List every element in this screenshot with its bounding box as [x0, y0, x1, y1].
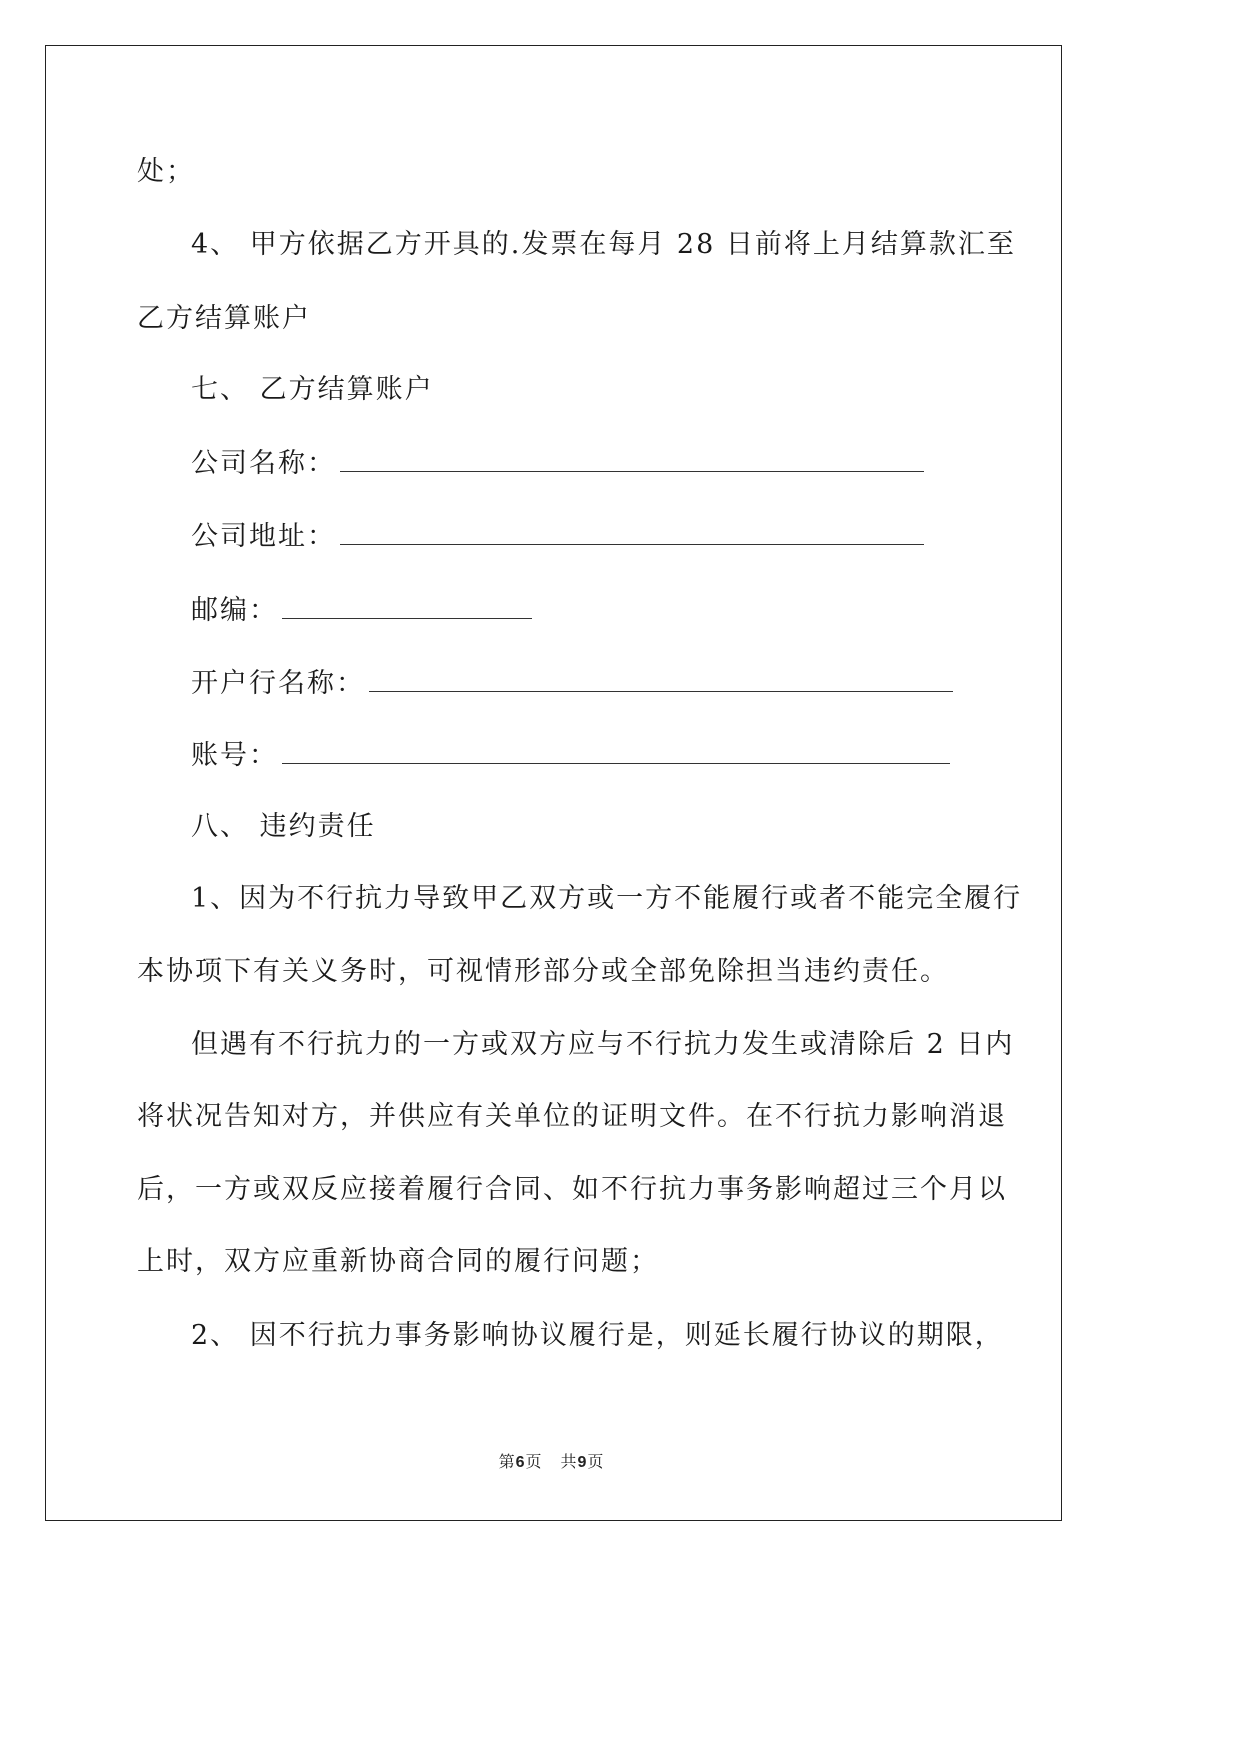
footer-total-prefix: 共: [560, 1452, 578, 1471]
field-label: 公司地址：: [191, 521, 336, 552]
current-page-number: 6: [515, 1454, 526, 1471]
section-heading: 八、 违约责任: [191, 811, 376, 842]
text-line: 本协项下有关义务时，可视情形部分或全部免除担当违约责任。: [137, 956, 949, 987]
field-company-address: [191, 520, 924, 554]
blank-line: [340, 522, 924, 545]
text-line: 将状况告知对方，并供应有关单位的证明文件。在不行抗力影响消退: [137, 1101, 1007, 1132]
field-company-name: [191, 447, 924, 481]
text-line: 但遇有不行抗力的一方或双方应与不行抗力发生或清除后 2 日内: [191, 1029, 1015, 1060]
text-line: 2、 因不行抗力事务影响协议履行是，则延长履行协议的期限，: [191, 1320, 1004, 1351]
text-line: 上时，双方应重新协商合同的履行问题；: [137, 1246, 659, 1277]
field-label: 开户行名称：: [191, 668, 365, 699]
text-line: 1、因为不行抗力导致甲乙双方或一方不能履行或者不能完全履行: [191, 883, 1023, 914]
blank-line: [340, 449, 924, 472]
field-postcode: [191, 594, 532, 628]
page-frame: [45, 45, 1062, 1521]
field-label: 公司名称：: [191, 448, 336, 479]
field-bank-name: [191, 667, 953, 701]
footer-prefix: 第: [498, 1452, 516, 1471]
total-pages-number: 9: [577, 1454, 588, 1471]
section-heading: 七、 乙方结算账户: [191, 374, 434, 405]
text-line: 处；: [137, 156, 195, 187]
text-line: 后，一方或双反应接着履行合同、如不行抗力事务影响超过三个月以: [137, 1174, 1007, 1205]
text-line: 4、 甲方依据乙方开具的.发票在每月 28 日前将上月结算款汇至: [191, 229, 1016, 260]
footer-total-suffix: 页: [587, 1452, 605, 1471]
field-account-number: [191, 739, 950, 773]
field-label: 账号：: [191, 740, 278, 771]
blank-line: [282, 741, 950, 764]
footer-page-suffix: 页: [525, 1452, 543, 1471]
field-label: 邮编：: [191, 595, 278, 626]
page-footer: [0, 1452, 1103, 1473]
blank-line: [282, 596, 532, 619]
blank-line: [369, 669, 953, 692]
text-line: 乙方结算账户: [137, 303, 311, 334]
